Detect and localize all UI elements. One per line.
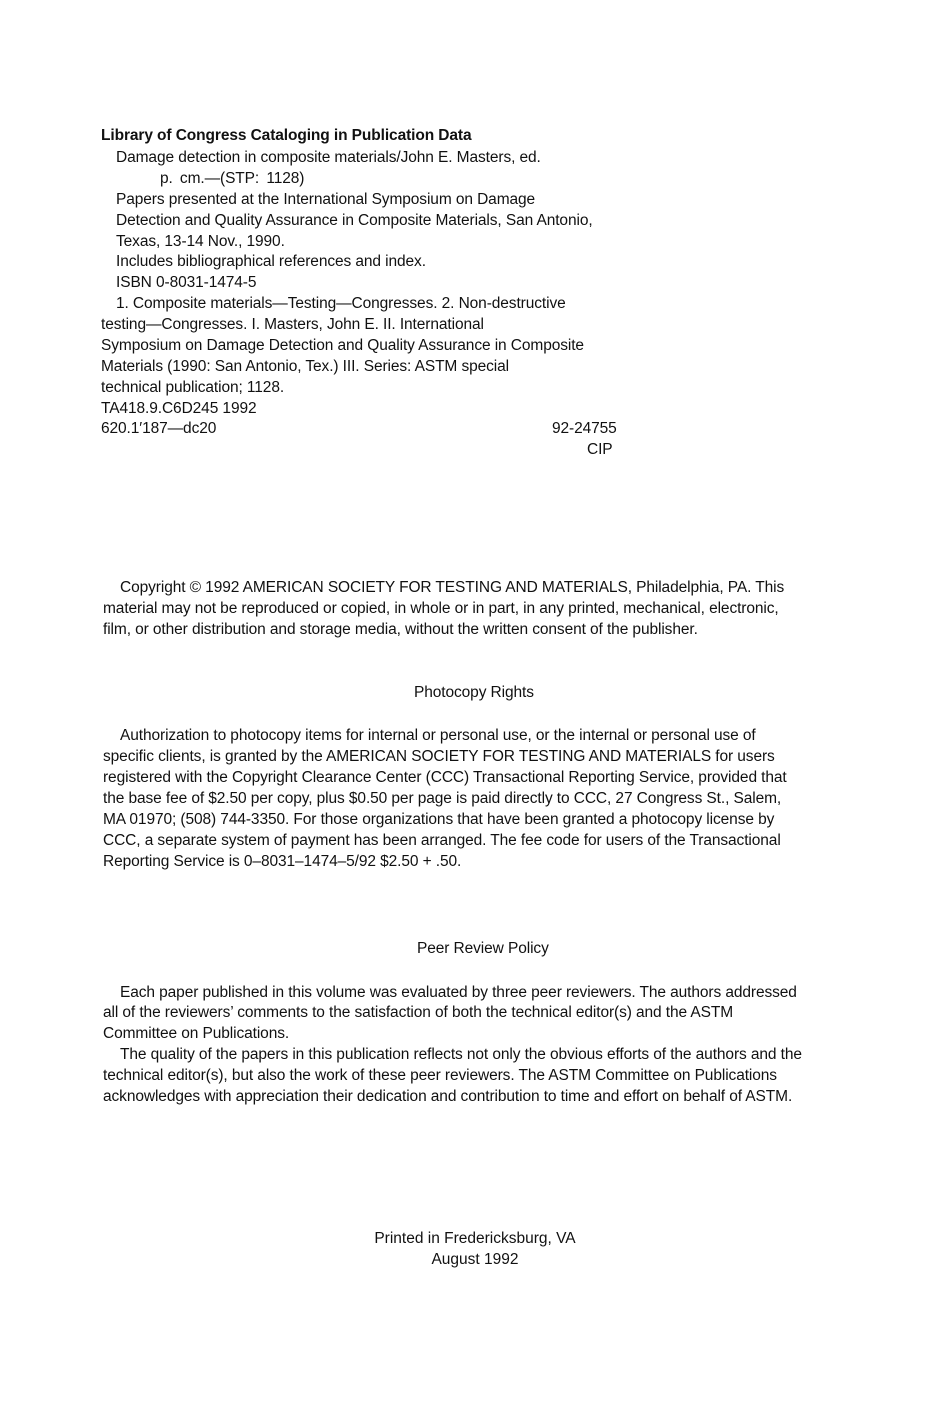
photocopy-line: CCC, a separate system of payment has been arranged. The fee code for users of the Transactional bbox=[103, 832, 781, 849]
copyright-line: material may not be reproduced or copied, in whole or in part, in any printed, mechanical, electronic, bbox=[103, 600, 779, 617]
cip-line: Materials (1990: San Antonio, Tex.) III. Series: ASTM special bbox=[101, 358, 510, 375]
photocopy-line: Reporting Service is 0–8031–1474–5/92 $2.50 + .50. bbox=[103, 853, 462, 870]
cip-line: Texas, 13-14 Nov., 1990. bbox=[116, 233, 285, 250]
cip-line: ISBN 0-8031-1474-5 bbox=[116, 274, 257, 291]
cip-line: Symposium on Damage Detection and Quality Assurance in Composite bbox=[101, 337, 584, 354]
cip-line: technical publication; 1128. bbox=[101, 379, 285, 396]
cip-line: Includes bibliographical references and index. bbox=[116, 253, 426, 270]
peer-review-line: Each paper published in this volume was evaluated by three peer reviewers. The authors addressed bbox=[120, 984, 797, 1001]
cip-line: 1. Composite materials—Testing—Congresses. 2. Non-destructive bbox=[116, 295, 566, 312]
cip-line: Detection and Quality Assurance in Composite Materials, San Antonio, bbox=[116, 212, 593, 229]
cip-card-number: 92-24755 bbox=[552, 420, 617, 437]
peer-review-line: The quality of the papers in this publication reflects not only the obvious efforts of the authors and the bbox=[120, 1046, 802, 1063]
peer-review-line: Committee on Publications. bbox=[103, 1025, 290, 1042]
peer-review-heading: Peer Review Policy bbox=[417, 940, 549, 957]
cip-line: Papers presented at the International Symposium on Damage bbox=[116, 191, 536, 208]
cip-line: p. cm.—(STP: 1128) bbox=[160, 170, 305, 187]
photocopy-line: registered with the Copyright Clearance Center (CCC) Transactional Reporting Service, provided that bbox=[103, 769, 787, 786]
peer-review-line: acknowledges with appreciation their dedication and contribution to time and effort on behalf of ASTM. bbox=[103, 1088, 793, 1105]
imprint-place: Printed in Fredericksburg, VA bbox=[374, 1230, 576, 1247]
cip-line: testing—Congresses. I. Masters, John E. II. International bbox=[101, 316, 484, 333]
cip-line: Damage detection in composite materials/John E. Masters, ed. bbox=[116, 149, 541, 166]
photocopy-heading: Photocopy Rights bbox=[414, 684, 534, 701]
photocopy-line: Authorization to photocopy items for internal or personal use, or the internal or personal use of bbox=[120, 727, 756, 744]
peer-review-line: all of the reviewers’ comments to the satisfaction of both the technical editor(s) and the ASTM bbox=[103, 1004, 734, 1021]
cip-heading: Library of Congress Cataloging in Publication Data bbox=[101, 127, 472, 144]
photocopy-line: specific clients, is granted by the AMERICAN SOCIETY FOR TESTING AND MATERIALS for users bbox=[103, 748, 775, 765]
photocopy-line: the base fee of $2.50 per copy, plus $0.50 per page is paid directly to CCC, 27 Congress St., Salem, bbox=[103, 790, 782, 807]
copyright-line: Copyright © 1992 AMERICAN SOCIETY FOR TESTING AND MATERIALS, Philadelphia, PA. This bbox=[120, 579, 785, 596]
cip-mark: CIP bbox=[587, 441, 613, 458]
cip-classification: TA418.9.C6D245 1992 bbox=[101, 400, 257, 417]
cip-dewey: 620.1′187—dc20 bbox=[101, 420, 217, 437]
photocopy-line: MA 01970; (508) 744-3350. For those organizations that have been granted a photocopy license by bbox=[103, 811, 775, 828]
imprint-date: August 1992 bbox=[431, 1251, 519, 1268]
peer-review-line: technical editor(s), but also the work of these peer reviewers. The ASTM Committee on Publications bbox=[103, 1067, 777, 1084]
copyright-line: film, or other distribution and storage media, without the written consent of the publisher. bbox=[103, 621, 698, 638]
